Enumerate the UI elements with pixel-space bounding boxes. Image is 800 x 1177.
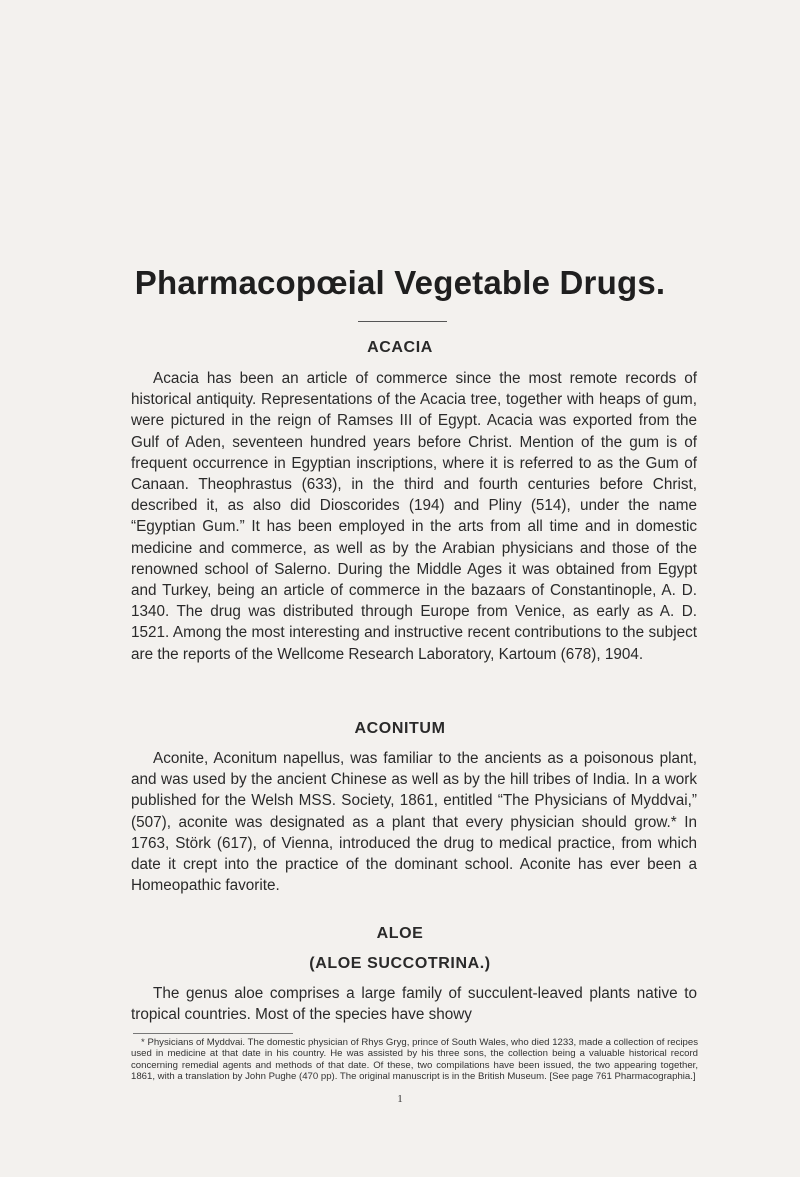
page-number: 1 [397,1093,403,1105]
acacia-paragraph [131,368,697,665]
acacia-paragraph-text: Acacia has been an article of commerce since the most remote records of historical antiquity. Representations of the Acacia tree, together with heaps of gum, were pictured in the reign of Ramses III of Egypt. Acacia was exported from the Gulf of Aden, seventeen hundred years before Christ. Mention of the gum is of frequent occurrence in Egyptian inscriptions, where it is referred to as the Gum of Canaan. Theophrastus (633), in the third and fourth centuries before Christ, described it, as also did Dioscorides (194) and Pliny (514), under the name “Egyptian Gum.” It has been employed in the arts from all time and in domestic medicine and commerce, as well as by the Arabian physicians and those of the renowned school of Salerno. During the Middle Ages it was obtained from Egypt and Turkey, being an article of commerce in the bazaars of Constantinople, A. D. 1340. The drug was distributed through Europe from Venice, as early as A. D. 1521. Among the most interesting and instructive recent contributions to the subject are the reports of the Wellcome Research Laboratory, Kartoum (678), 1904. [131,370,697,663]
aloe-paragraph [131,983,697,1025]
footnote [131,1037,698,1083]
footnote-text: * Physicians of Myddvai. The domestic physician of Rhys Gryg, prince of South Wales, who died 1233, made a collection of recipes used in medicine at that date in his country. He was assisted by his three sons, the collection being a valuable historical record concerning remedial agents and methods of that date. Of these, two compilations have been issued, the two appearing together, 1861, with a translation by John Pughe (470 pp). The original manuscript is in the British Museum. [See page 761 Pharmacographia.] [131,1037,698,1083]
aconitum-paragraph-text: Aconite, Aconitum napellus, was familiar to the ancients as a poisonous plant, and was used by the ancient Chinese as well as by the hill tribes of India. In a work published for the Welsh MSS. Society, 1861, entitled “The Physicians of Myddvai,” (507), aconite was designated as a plant that every physician should grow.* In 1763, Störk (617), of Vienna, introduced the drug to medical practice, from which date it crept into the practice of the dominant school. Aconite has ever been a Homeopathic favorite. [131,750,697,895]
page-title: Pharmacopœial Vegetable Drugs. [134,264,666,301]
section-heading-acacia: ACACIA [367,339,433,356]
section-heading-aconitum: ACONITUM [354,720,446,737]
section-subheading-aloe: (ALOE SUCCOTRINA.) [309,955,491,972]
aloe-paragraph-text: The genus aloe comprises a large family of succulent-leaved plants native to tropical countries. Most of the species have showy [131,985,697,1024]
aconitum-paragraph [131,748,697,896]
footnote-divider [133,1033,293,1034]
title-divider [358,321,447,322]
section-heading-aloe: ALOE [376,925,424,942]
